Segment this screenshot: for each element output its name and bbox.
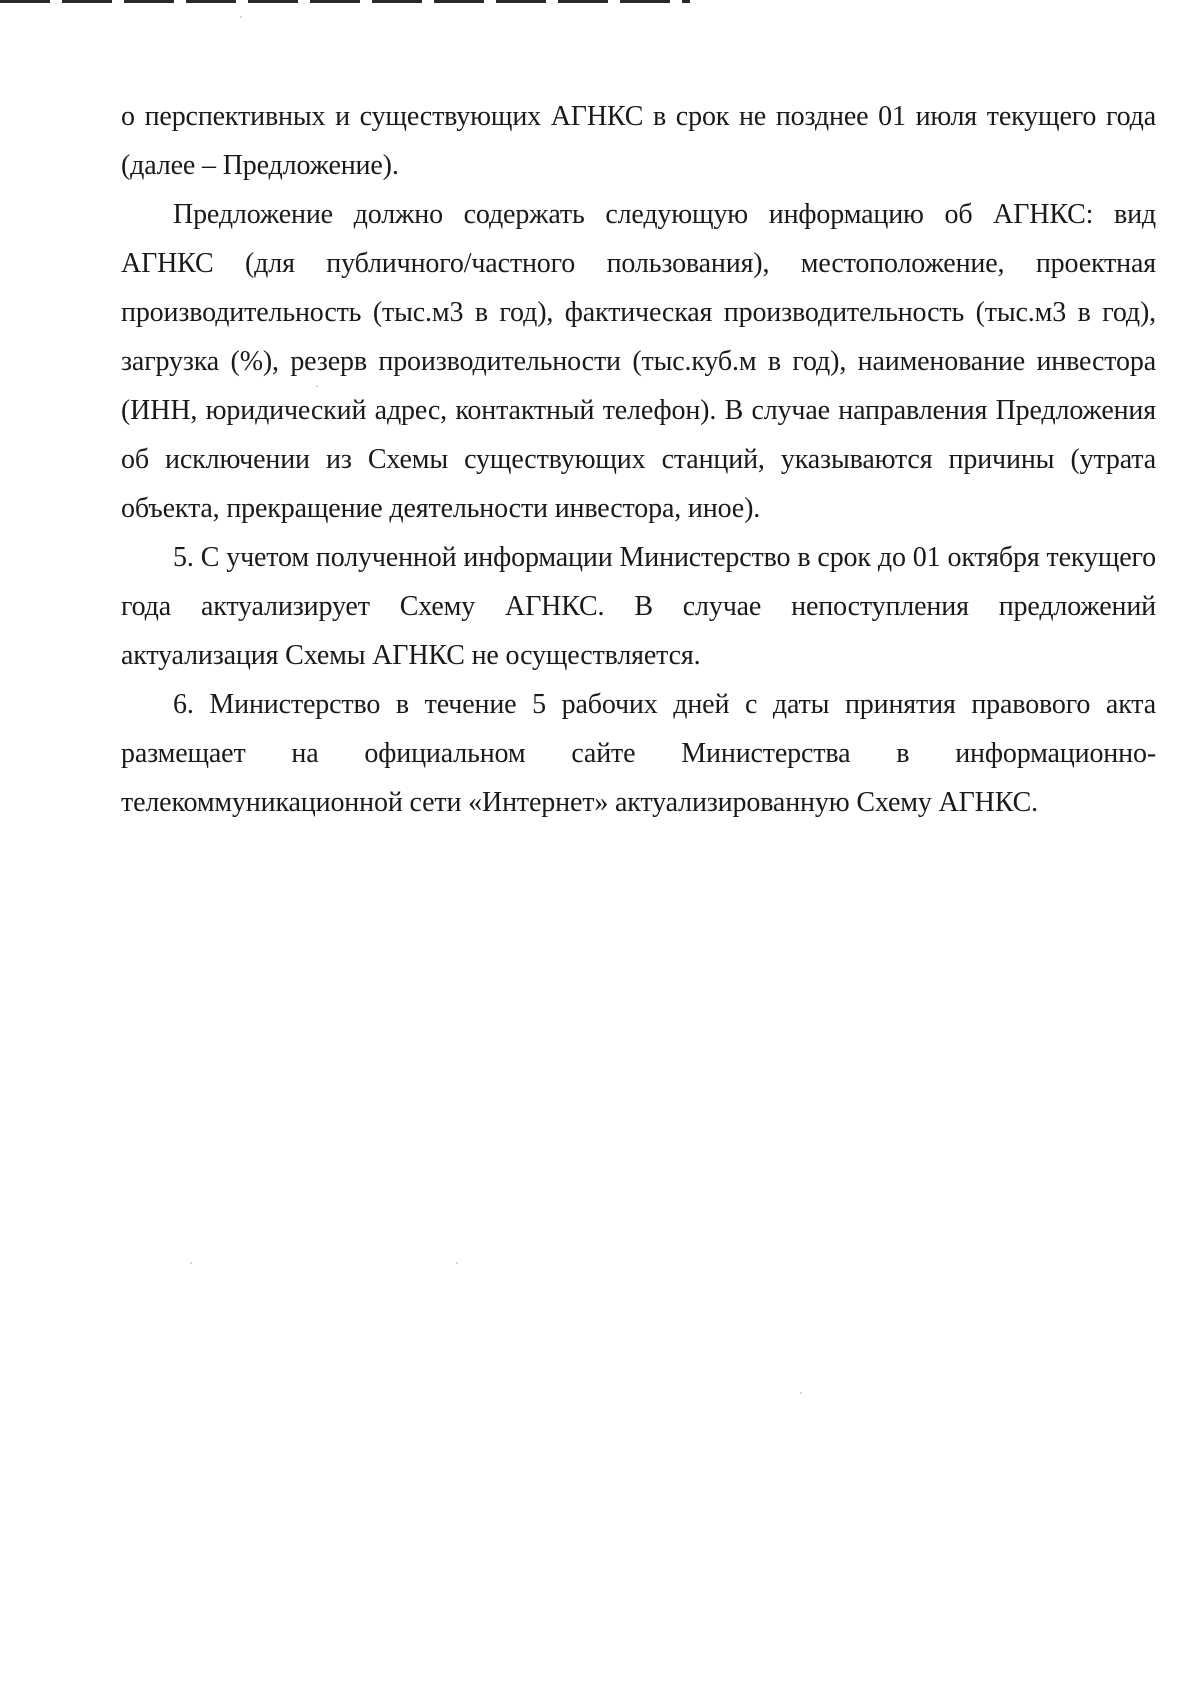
scan-speck — [190, 1262, 192, 1264]
paragraph-item-6: 6. Министерство в течение 5 рабочих дней с даты принятия правового акта размещает на официальном сайте Министерства в информационно-телекоммуникационной сети «Интернет» актуализированную Схему АГНКС. — [121, 689, 1156, 818]
paragraph-proposal-contents: Предложение должно содержать следующую информацию об АГНКС: вид АГНКС (для публичного/частного пользования), местоположение, проектная производительность (тыс.м3 в год), фактическая производительность (тыс.м3 в год), загрузка (%), резерв производительности (тыс.куб.м в год), наименование инвестора (ИНН, юридический адрес, контактный телефон). В случае направления Предложения об исключении из Схемы существующих станций, указываются причины (утрата объекта, прекращение деятельности инвестора, иное). — [121, 199, 1156, 524]
scan-speck — [316, 385, 318, 387]
scan-speck — [240, 16, 242, 18]
scan-speck — [456, 1262, 458, 1264]
document-body — [121, 92, 1156, 827]
paragraph-continuation: о перспективных и существующих АГНКС в срок не позднее 01 июля текущего года (далее – Предложение). — [121, 101, 1156, 181]
top-dashed-rule — [0, 0, 690, 3]
scan-speck — [800, 1392, 802, 1394]
paragraph-item-5: 5. С учетом полученной информации Министерство в срок до 01 октября текущего года актуализирует Схему АГНКС. В случае непоступления предложений актуализация Схемы АГНКС не осуществляется. — [121, 542, 1156, 671]
